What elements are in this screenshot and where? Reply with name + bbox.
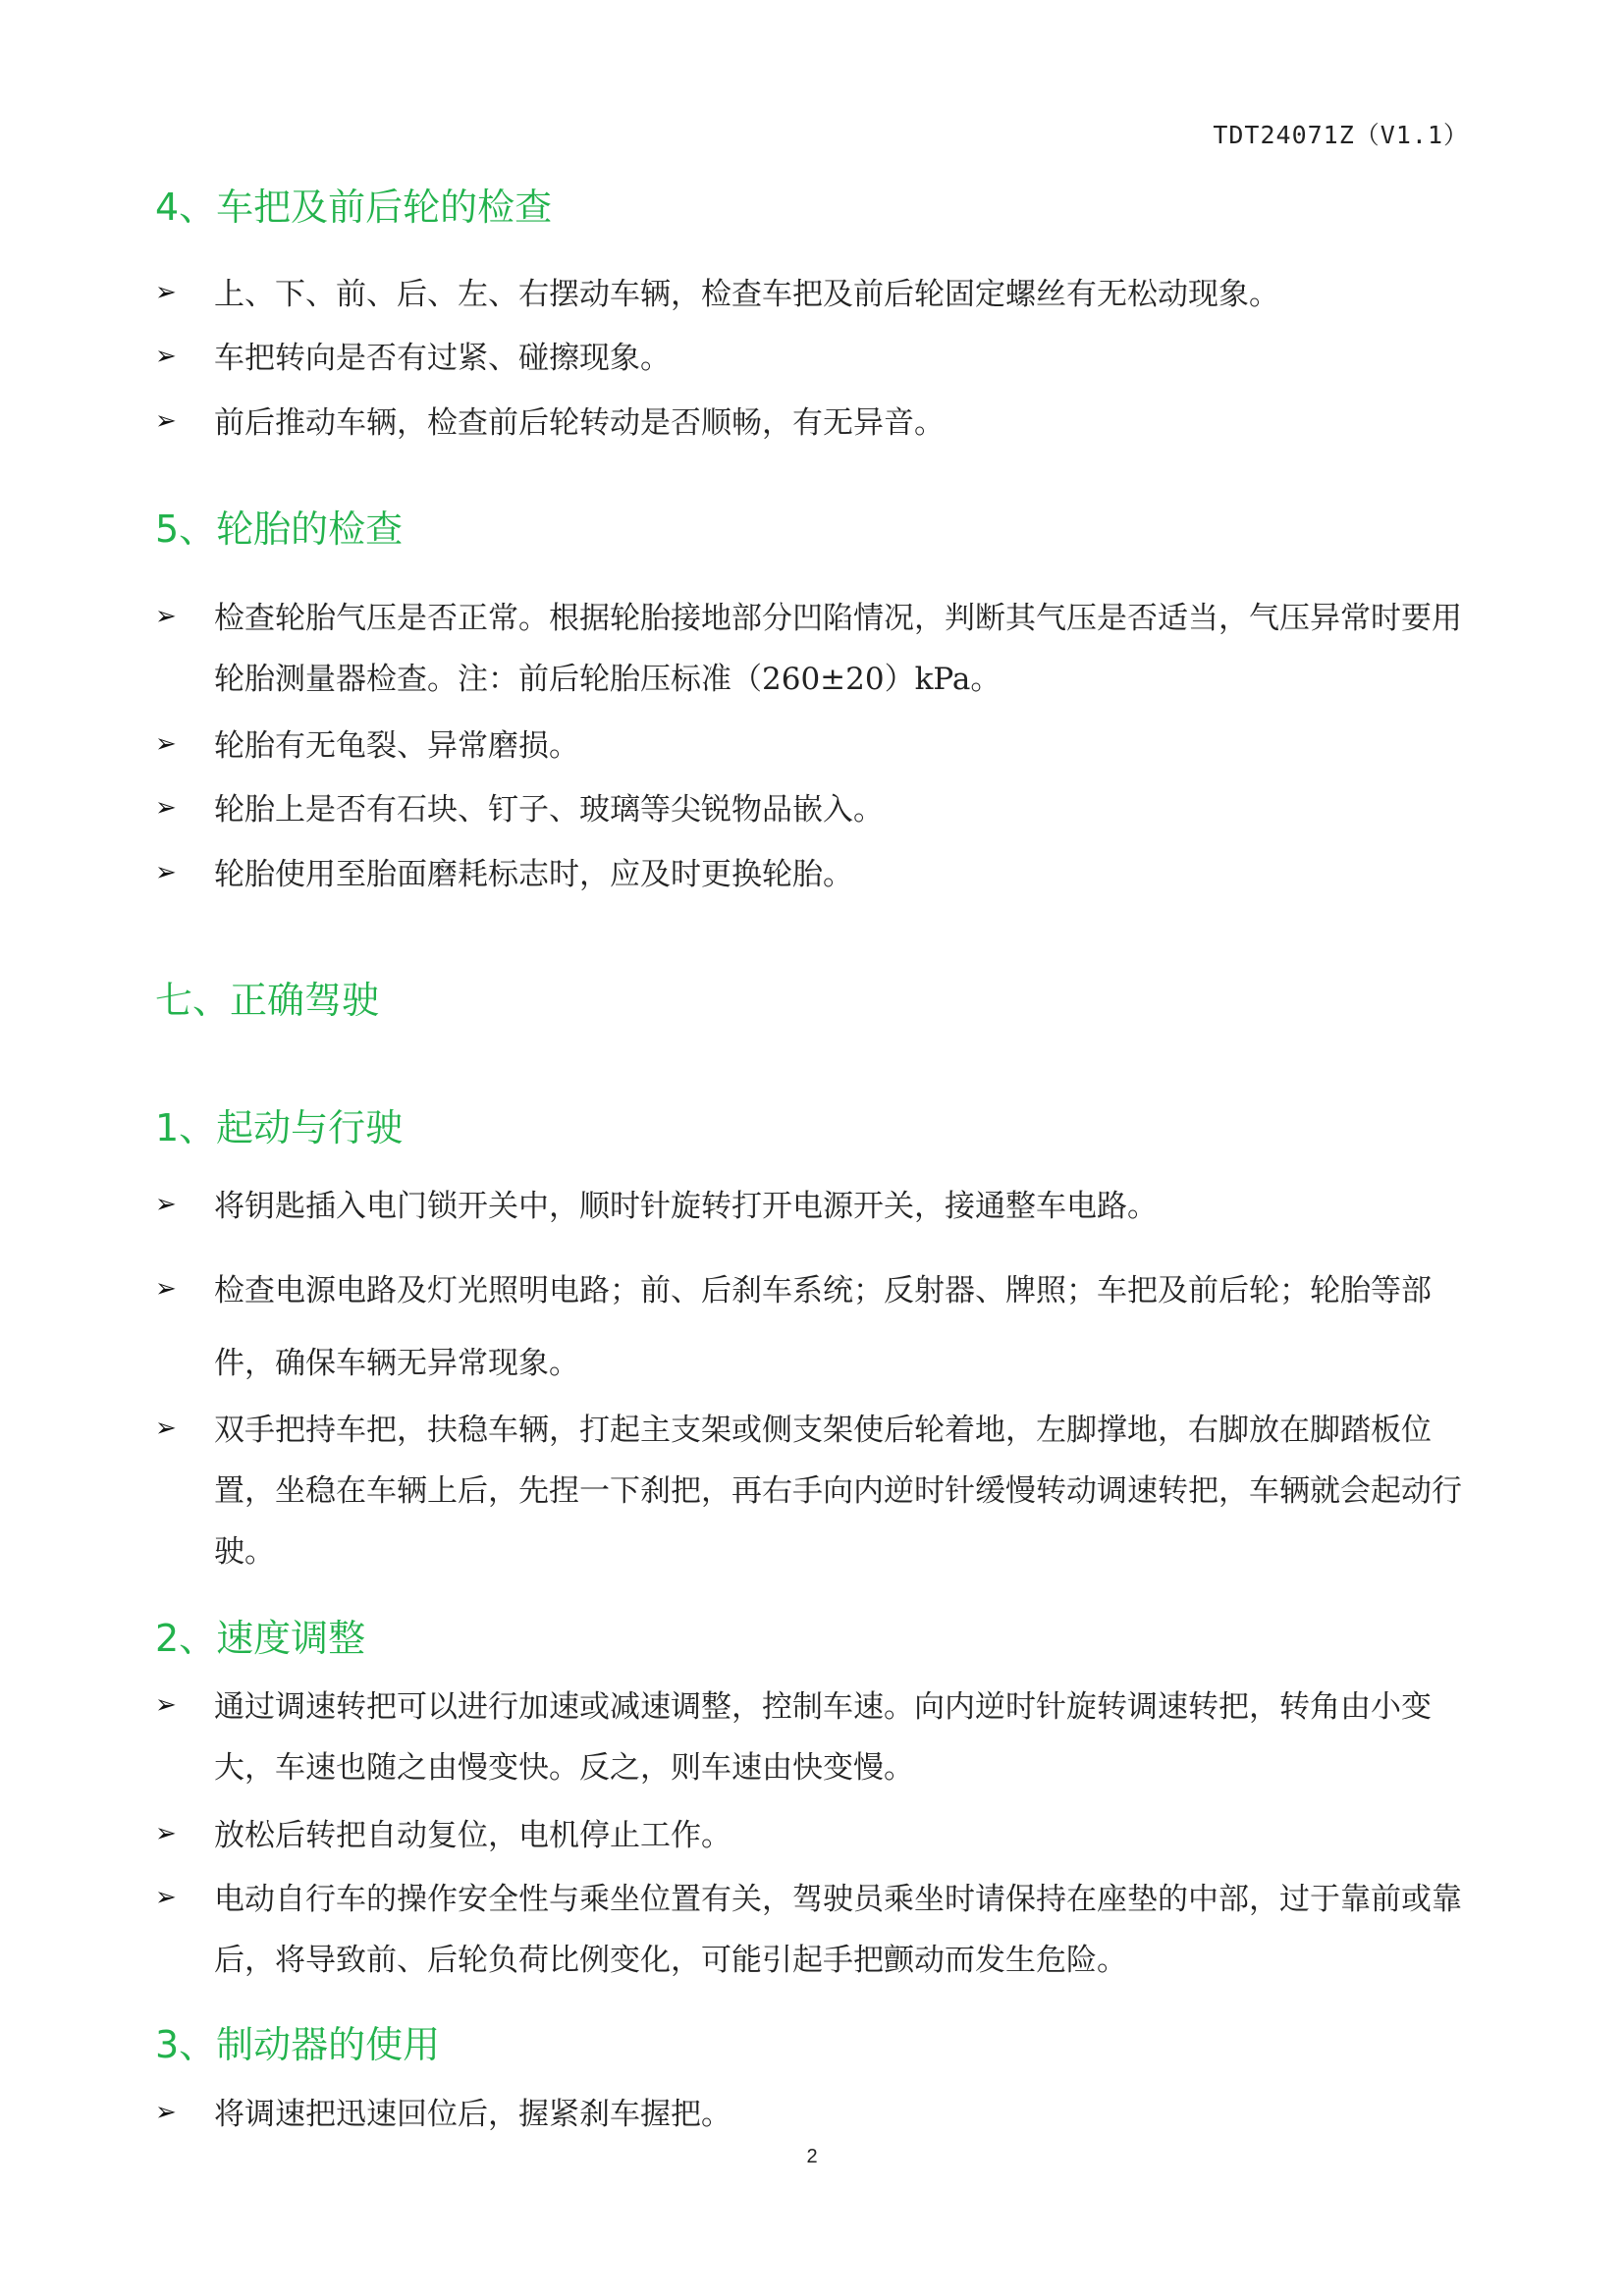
list-item-text: 前后推动车辆，检查前后轮转动是否顺畅，有无异音。 [214,405,945,441]
list-item-text: 轮胎使用至胎面磨耗标志时，应及时更换轮胎。 [214,857,853,892]
list-item-text: 检查轮胎气压是否正常。根据轮胎接地部分凹陷情况，判断其气压是否适当，气压异常时要用轮胎测量器检查。注：前后轮胎压标准（260±20）kPa。 [214,601,1462,697]
arrowhead-bullet-icon: ➢ [155,406,177,436]
list-item-text: 车把转向是否有过紧、碰擦现象。 [214,341,671,376]
page-number: 2 [806,2146,818,2167]
list-item-text: 轮胎上是否有石块、钉子、玻璃等尖锐物品嵌入。 [214,792,884,828]
list-item-text: 检查电源电路及灯光照明电路；前、后刹车系统；反射器、牌照；车把及前后轮；轮胎等部件，确保车辆无异常现象。 [214,1273,1432,1381]
arrowhead-bullet-icon: ➢ [155,1883,177,1912]
list-item-text: 通过调速转把可以进行加速或减速调整，控制车速。向内逆时针旋转调速转把，转角由小变大，车速也随之由慢变快。反之，则车速由快变慢。 [214,1689,1432,1786]
arrowhead-bullet-icon: ➢ [155,342,177,371]
subsection-2-heading: 2、速度调整 [155,1617,366,1660]
arrowhead-bullet-icon: ➢ [155,2098,177,2127]
arrowhead-bullet-icon: ➢ [155,1690,177,1720]
list-item-text: 将钥匙插入电门锁开关中，顺时针旋转打开电源开关，接通整车电路。 [214,1189,1158,1224]
arrowhead-bullet-icon: ➢ [155,1274,177,1304]
list-item-text: 双手把持车把，扶稳车辆，打起主支架或侧支架使后轮着地，左脚撑地，右脚放在脚踏板位置，坐稳在车辆上后，先捏一下刹把，再右手向内逆时针缓慢转动调速转把，车辆就会起动行驶。 [214,1413,1462,1570]
arrowhead-bullet-icon: ➢ [155,1190,177,1219]
arrowhead-bullet-icon: ➢ [155,602,177,631]
section-4-heading: 4、车把及前后轮的检查 [155,186,553,229]
arrowhead-bullet-icon: ➢ [155,793,177,823]
subsection-1-heading: 1、起动与行驶 [155,1106,404,1149]
list-item-text: 轮胎有无龟裂、异常磨损。 [214,728,579,764]
chapter-7-heading: 七、正确驾驶 [155,979,380,1022]
arrowhead-bullet-icon: ➢ [155,278,177,307]
arrowhead-bullet-icon: ➢ [155,1819,177,1848]
list-item-text: 电动自行车的操作安全性与乘坐位置有关，驾驶员乘坐时请保持在座垫的中部，过于靠前或靠后，将导致前、后轮负荷比例变化，可能引起手把颤动而发生危险。 [214,1882,1462,1978]
arrowhead-bullet-icon: ➢ [155,858,177,887]
document-code: TDT24071Z（V1.1） [1213,121,1469,149]
arrowhead-bullet-icon: ➢ [155,729,177,759]
list-item-text: 上、下、前、后、左、右摆动车辆，检查车把及前后轮固定螺丝有无松动现象。 [214,277,1279,312]
subsection-3-heading: 3、制动器的使用 [155,2023,441,2066]
list-item-text: 放松后转把自动复位，电机停止工作。 [214,1818,731,1853]
list-item-text: 将调速把迅速回位后，握紧刹车握把。 [214,2097,731,2132]
arrowhead-bullet-icon: ➢ [155,1414,177,1443]
section-5-heading: 5、轮胎的检查 [155,507,404,551]
